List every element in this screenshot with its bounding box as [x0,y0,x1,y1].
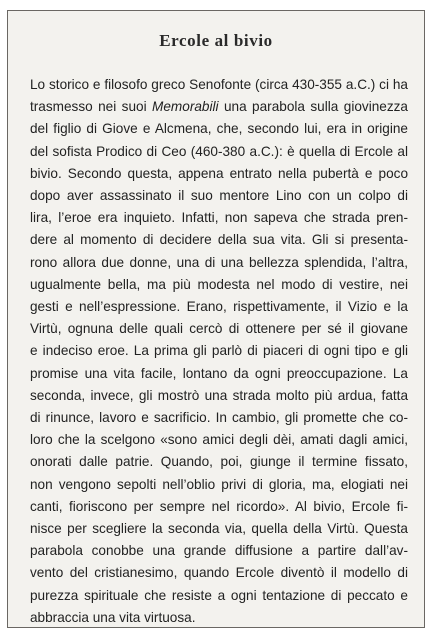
text-line: dopo aver assassinato il suo mentore Lino con un colpo di [30,188,408,204]
body-text [30,74,408,629]
text-fragment: trasmesso nei suoi [30,99,153,115]
text-line: onorati dalle patrie. Quando, poi, giunge il termine fissato, [30,454,408,470]
text-line: vento del cristianesimo, quando Ercole diventò il modello di [30,565,408,581]
text-line: purezza spirituale che resiste a ogni tentazione di peccato e [30,587,408,603]
text-line [30,96,408,118]
text-line: abbraccia una vita virtuosa. [30,609,196,625]
text-line: dere al momento di decidere della sua vita. Gli si presenta- [30,232,408,248]
text-line: lira, l’eroe era inquieto. Infatti, non sapeva che strada pren- [30,210,408,226]
text-line: canti, fioriscono per sempre nel ricordo». Al bivio, Ercole fi- [30,498,408,514]
text-line: Lo storico e filosofo greco Senofonte (circa 430-355 a.C.) ci ha [30,77,408,92]
text-line: ugualmente bella, ma più modesta nel modo di vestire, nei [30,276,408,292]
text-box [7,10,425,628]
text-fragment: una parabola sulla giovinezza [218,99,408,115]
text-line: nisce per scegliere la seconda via, quella della Virtù. Questa [30,521,408,537]
page-title: Ercole al bivio [159,31,273,50]
text-line: bivio. Secondo questa, appena entrato nella pubertà e poco [30,165,408,181]
italic-book-title: Memorabili [152,99,219,115]
text-line: non vengono sepolti nell’oblio privi di gloria, ma, elogiati nei [30,476,408,492]
text-line: rono allora due donne, una di una bellezza splendida, l’altra, [30,254,408,270]
text-line: gesti e nell’espressione. Erano, rispettivamente, il Vizio e la [30,299,408,315]
text-line: di rinunce, lavoro e sacrificio. In cambio, gli promette che co- [30,410,408,426]
text-line: seconda, invece, gli mostrò una strada molto più ardua, fatta [30,387,408,403]
text-line: del figlio di Giove e Alcmena, che, secondo lui, era in origine [30,121,408,137]
text-line: del sofista Prodico di Ceo (460-380 a.C.): è quella di Ercole al [30,143,408,159]
text-line: parabola conobbe una grande diffusione a partire dall’av- [30,543,408,559]
text-line: Virtù, ognuna delle quali cercò di ottenere per sé il giovane [30,321,408,337]
text-line: e indeciso eroe. La prima gli parlò di piaceri di ogni tipo e gli [30,343,408,359]
text-line: promise una vita facile, lontano da ogni preoccupazione. La [30,365,408,381]
text-line: loro che la scelgono «sono amici degli dèi, amati dagli amici, [30,432,408,448]
